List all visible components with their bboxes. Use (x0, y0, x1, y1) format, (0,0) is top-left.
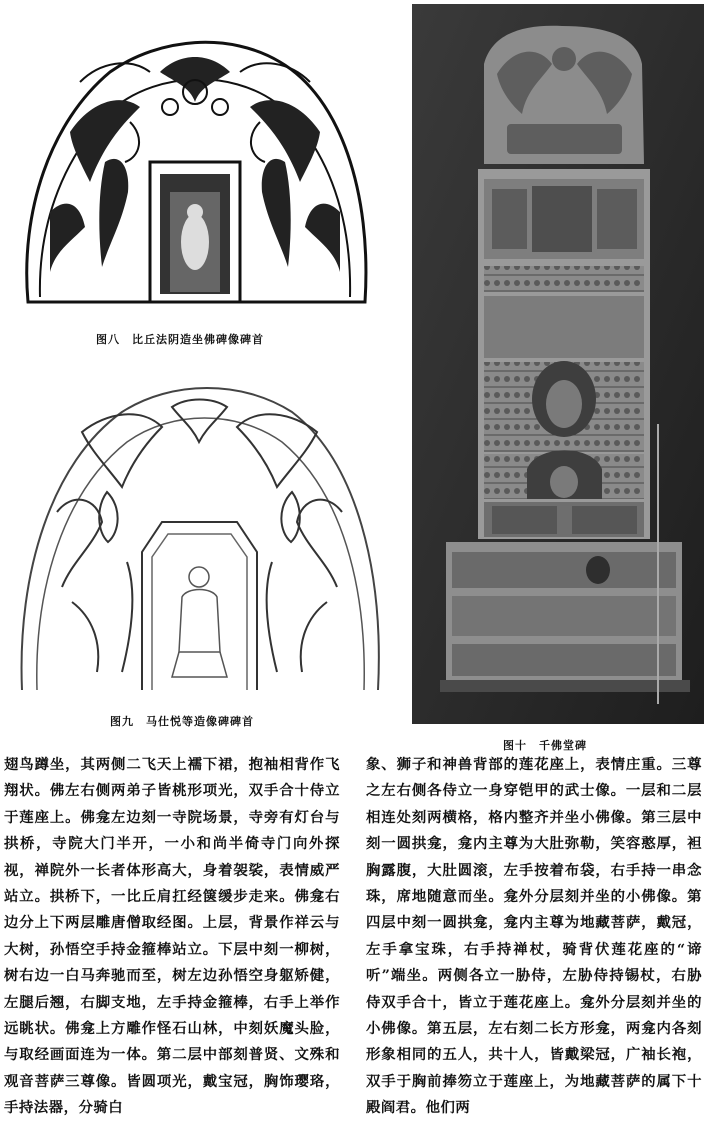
figure-10-photo (412, 4, 704, 724)
text-column-right (366, 752, 702, 1117)
text-column-left (4, 752, 340, 1117)
figure-8-caption: 图八 比丘法阴造坐佛碑像碑首 (96, 333, 264, 346)
figure-10-caption: 图十 千佛堂碑 (503, 739, 587, 752)
figure-9-drawing (12, 372, 387, 697)
figure-8-drawing (10, 12, 380, 312)
body-paragraph-left: 翅鸟蹲坐，其两侧二飞天上襦下裙，抱袖相背作飞翔状。佛左右侧两弟子皆桃形项光，双手合十侍立于莲座上。佛龛左边刻一寺院场景，寺旁有灯台与拱桥，寺院大门半开，一小和尚半倚寺门向外探视，禅院外一长者体形高大，身着袈裟，表情威严站立。拱桥下，一比丘肩扛经箧缓步走来。佛龛右边分上下两层雕唐僧取经图。上层，背景作祥云与大树，孙悟空手持金箍棒站立。下层中刻一柳树，树右边一白马奔驰而至，树左边孙悟空身躯矫健，左腿后翘，右脚支地，左手持金箍棒，右手上举作远眺状。佛龛上方雕作怪石山林，中刻妖魔头脸，与取经画面连为一体。第二层中部刻普贤、文殊和观音菩萨三尊像。皆圆项光，戴宝冠，胸饰璎珞，手持法器，分骑白 (4, 756, 340, 1117)
body-paragraph-right: 象、狮子和神兽背部的莲花座上，表情庄重。三尊之左右侧各侍立一身穿铠甲的武士像。一层和二层相连处刻两横格，格内整齐并坐小佛像。第三层中刻一圆拱龛，龛内主尊为大肚弥勒，笑容憨厚，袒胸露腹，大肚圆滚，左手按着布袋，右手持一串念珠，席地随意而坐。龛外分层刻并坐的小佛像。第四层中刻一圆拱龛，龛内主尊为地藏菩萨，戴冠，左手拿宝珠，右手持禅杖，骑背伏莲花座的“谛听”端坐。两侧各立一胁侍，左胁侍持锡杖，右胁侍双手合十，皆立于莲花座上。龛外分层刻并坐的小佛像。第五层，左右刻二长方形龛，两龛内各刻形象相同的五人，共十人，皆戴梁冠，广袖长袍，双手于胸前捧笏立于莲座上，为地藏菩萨的属下十殿阎君。他们两 (366, 756, 702, 1117)
figure-9-caption: 图九 马仕悦等造像碑碑首 (110, 715, 254, 728)
